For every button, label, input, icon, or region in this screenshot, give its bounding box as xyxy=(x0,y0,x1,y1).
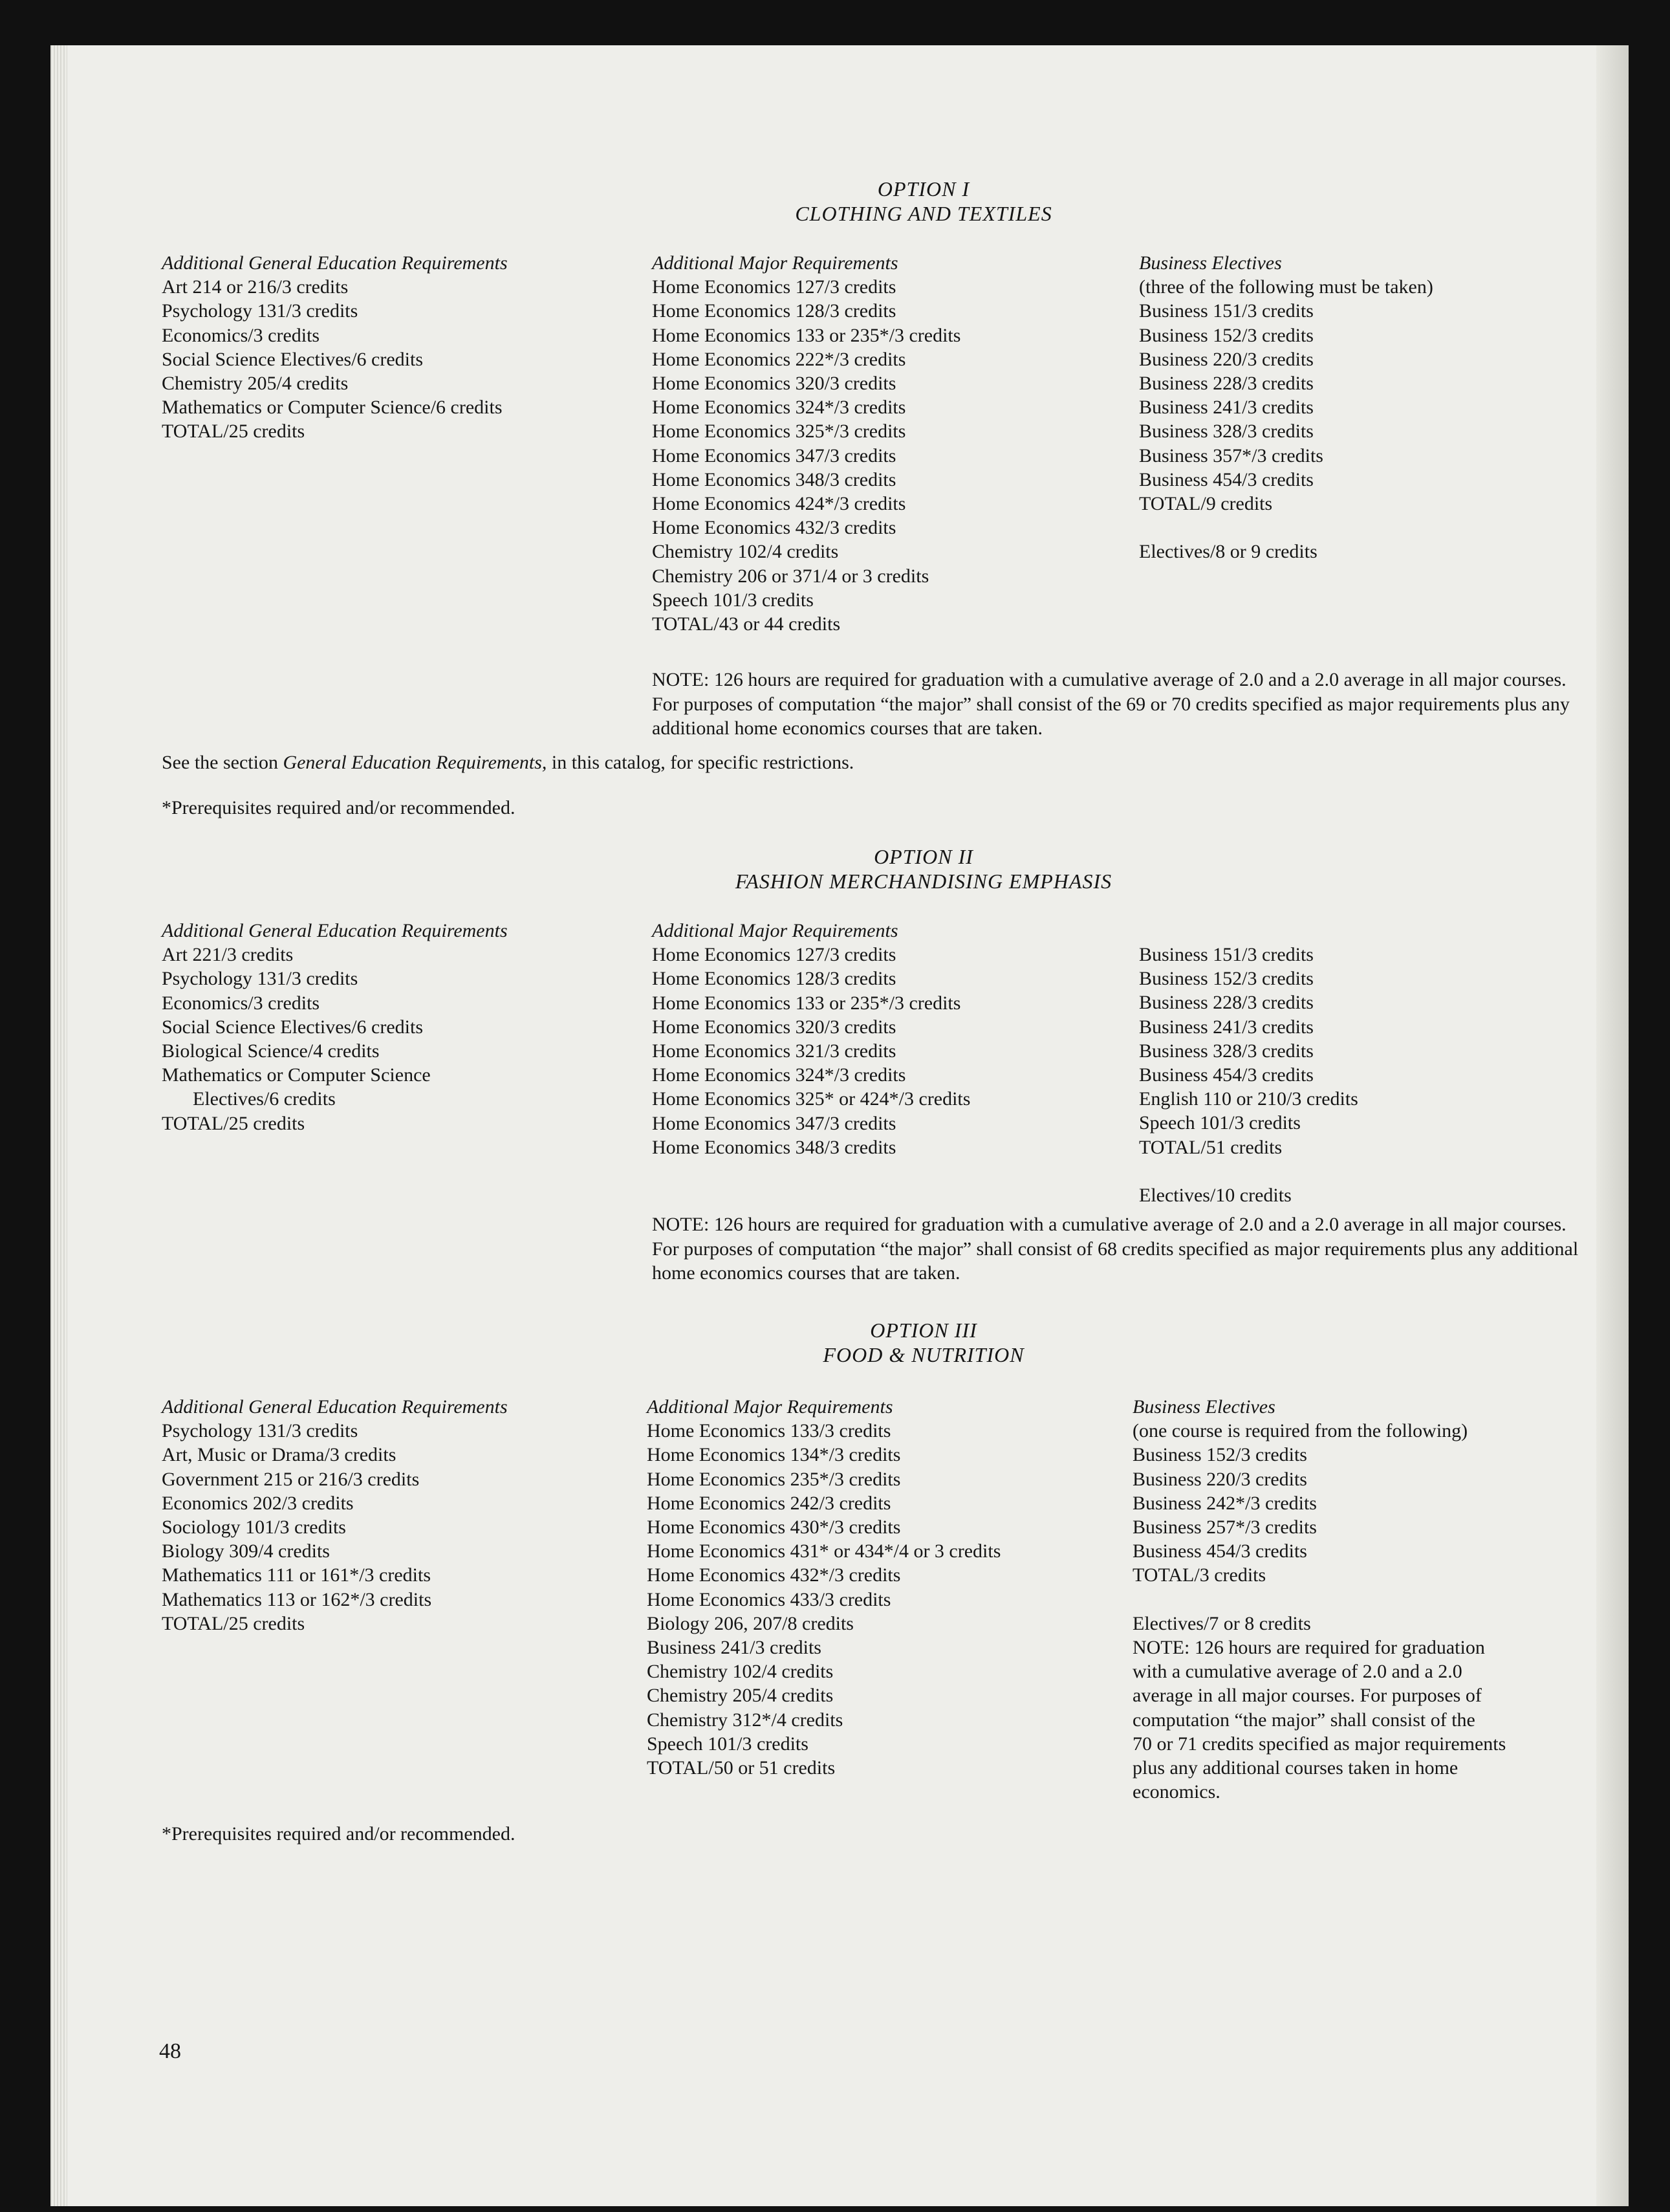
major-item: Home Economics 424*/3 credits xyxy=(652,493,906,515)
business-item: economics. xyxy=(1133,1781,1220,1803)
gen-ed-item: Art 214 or 216/3 credits xyxy=(162,276,349,298)
major-item: Home Economics 133 or 235*/3 credits xyxy=(652,324,961,346)
major-item: Home Economics 127/3 credits xyxy=(652,944,896,966)
business-item: Business 152/3 credits xyxy=(1139,968,1314,990)
see-prefix: See the section xyxy=(162,752,283,773)
major-item: Chemistry 205/4 credits xyxy=(647,1685,834,1707)
major-item: Home Economics 324*/3 credits xyxy=(652,397,906,419)
gen-ed-item: Art 221/3 credits xyxy=(162,944,294,966)
see-suffix: in this catalog, for specific restrictions. xyxy=(547,752,854,773)
business-item: Electives/10 credits xyxy=(1139,1185,1292,1207)
major-item: Chemistry 312*/4 credits xyxy=(647,1709,843,1731)
option1-gen-ed xyxy=(162,251,508,444)
business-item: Business 228/3 credits xyxy=(1139,992,1314,1014)
gen-ed-item: Sociology 101/3 credits xyxy=(162,1517,346,1539)
business-item: TOTAL/9 credits xyxy=(1139,493,1273,515)
option1-business xyxy=(1139,251,1433,564)
option2-major xyxy=(652,919,970,1159)
gen-ed-item: Economics 202/3 credits xyxy=(162,1492,354,1514)
gen-ed-item: TOTAL/25 credits xyxy=(162,1612,305,1634)
gen-ed-item: Art, Music or Drama/3 credits xyxy=(162,1444,396,1466)
major-heading: Additional Major Requirements xyxy=(652,252,898,274)
business-item: Business 242*/3 credits xyxy=(1133,1492,1317,1514)
major-item: Home Economics 128/3 credits xyxy=(652,968,896,990)
business-item: 70 or 71 credits specified as major requirements xyxy=(1133,1733,1506,1755)
major-item: Speech 101/3 credits xyxy=(647,1733,808,1755)
option2-subtitle: FASHION MERCHANDISING EMPHASIS xyxy=(735,870,1112,893)
gen-ed-item: Chemistry 205/4 credits xyxy=(162,373,349,395)
spacer xyxy=(1139,1159,1358,1183)
option1-prereq: *Prerequisites required and/or recommended. xyxy=(162,797,515,818)
gen-ed-item: Economics/3 credits xyxy=(162,992,320,1014)
business-item: Business 328/3 credits xyxy=(1139,1040,1314,1062)
major-item: Home Economics 433/3 credits xyxy=(647,1588,891,1610)
major-item: Home Economics 432/3 credits xyxy=(652,517,896,539)
gen-ed-item: TOTAL/25 credits xyxy=(162,1112,305,1134)
major-item: Home Economics 348/3 credits xyxy=(652,468,896,490)
major-item: Home Economics 235*/3 credits xyxy=(647,1468,901,1490)
business-item: TOTAL/51 credits xyxy=(1139,1136,1283,1158)
major-item: Home Economics 348/3 credits xyxy=(652,1136,896,1158)
major-item: Biology 206, 207/8 credits xyxy=(647,1612,854,1634)
business-item: Business 151/3 credits xyxy=(1139,300,1314,322)
major-item: Home Economics 320/3 credits xyxy=(652,373,896,395)
business-item: Business 257*/3 credits xyxy=(1133,1517,1317,1539)
page-number: 48 xyxy=(159,2039,181,2063)
spacer xyxy=(1133,1588,1506,1612)
gen-ed-heading: Additional General Education Requirements xyxy=(162,252,508,274)
gen-ed-item: Economics/3 credits xyxy=(162,324,320,346)
business-item: Speech 101/3 credits xyxy=(1139,1112,1301,1134)
major-item: Home Economics 127/3 credits xyxy=(652,276,896,298)
catalog-page xyxy=(50,45,1629,2206)
option3-title: OPTION III xyxy=(870,1319,977,1342)
major-item: Home Economics 222*/3 credits xyxy=(652,348,906,370)
business-item: Business 241/3 credits xyxy=(1139,397,1314,419)
business-heading: Business Electives xyxy=(1139,252,1282,274)
option1-see-section xyxy=(162,750,1197,775)
major-item: Home Economics 432*/3 credits xyxy=(647,1564,901,1586)
spacer xyxy=(1139,516,1433,540)
option3-subtitle: FOOD & NUTRITION xyxy=(823,1343,1025,1366)
major-item: Home Economics 320/3 credits xyxy=(652,1016,896,1038)
business-item: Business 454/3 credits xyxy=(1133,1540,1307,1562)
business-item: average in all major courses. For purposes of xyxy=(1133,1685,1482,1707)
gen-ed-heading: Additional General Education Requirements xyxy=(162,920,508,941)
business-item: Business 151/3 credits xyxy=(1139,944,1314,965)
option2-title: OPTION II xyxy=(874,845,973,868)
option3-major xyxy=(647,1395,1001,1780)
gen-ed-item: Mathematics or Computer Science/6 credits xyxy=(162,397,503,419)
major-heading: Additional Major Requirements xyxy=(652,920,898,941)
business-item: (one course is required from the following) xyxy=(1133,1420,1468,1442)
business-item: Business 152/3 credits xyxy=(1139,324,1314,346)
business-item: Business 357*/3 credits xyxy=(1139,444,1323,466)
business-item: plus any additional courses taken in home xyxy=(1133,1757,1459,1779)
gen-ed-item: Social Science Electives/6 credits xyxy=(162,348,424,370)
business-item: English 110 or 210/3 credits xyxy=(1139,1088,1358,1110)
option2-note: NOTE: 126 hours are required for graduation with a cumulative average of 2.0 and a 2.0 average in all major courses. For purposes of computation “the major” shall consist of 68 credits specified as major requirements plus any additional home economics courses that are taken. xyxy=(652,1214,1579,1284)
gen-ed-item: TOTAL/25 credits xyxy=(162,421,305,443)
major-item: Home Economics 242/3 credits xyxy=(647,1492,891,1514)
gen-ed-item: Electives/6 credits xyxy=(193,1088,336,1110)
major-item: Home Economics 134*/3 credits xyxy=(647,1444,901,1466)
business-item: Electives/7 or 8 credits xyxy=(1133,1612,1311,1634)
major-item: Home Economics 133 or 235*/3 credits xyxy=(652,992,961,1014)
gen-ed-heading: Additional General Education Requirements xyxy=(162,1396,508,1418)
major-item: Home Economics 324*/3 credits xyxy=(652,1064,906,1086)
see-italic: General Education Requirements, xyxy=(283,752,547,773)
business-item: with a cumulative average of 2.0 and a 2.0 xyxy=(1133,1661,1462,1683)
gen-ed-item: Psychology 131/3 credits xyxy=(162,1420,358,1442)
option2-business xyxy=(1139,943,1358,1207)
major-item: TOTAL/43 or 44 credits xyxy=(652,613,841,635)
business-item: Business 454/3 credits xyxy=(1139,468,1314,490)
major-item: Chemistry 102/4 credits xyxy=(652,541,839,563)
major-item: Home Economics 430*/3 credits xyxy=(647,1517,901,1539)
business-item: Business 454/3 credits xyxy=(1139,1064,1314,1086)
business-item: Business 241/3 credits xyxy=(1139,1016,1314,1038)
major-item: Home Economics 128/3 credits xyxy=(652,300,896,322)
major-item: Chemistry 206 or 371/4 or 3 credits xyxy=(652,565,929,587)
major-item: Home Economics 347/3 credits xyxy=(652,444,896,466)
major-item: TOTAL/50 or 51 credits xyxy=(647,1757,836,1779)
option3-prereq: *Prerequisites required and/or recommended. xyxy=(162,1823,515,1845)
major-item: Home Economics 325* or 424*/3 credits xyxy=(652,1088,971,1110)
business-item: (three of the following must be taken) xyxy=(1139,276,1433,298)
business-item: Business 220/3 credits xyxy=(1139,348,1314,370)
major-item: Business 241/3 credits xyxy=(647,1637,821,1659)
major-item: Home Economics 133/3 credits xyxy=(647,1420,891,1442)
major-item: Home Economics 431* or 434*/4 or 3 credits xyxy=(647,1540,1001,1562)
gen-ed-item: Mathematics 113 or 162*/3 credits xyxy=(162,1588,432,1610)
gen-ed-item: Psychology 131/3 credits xyxy=(162,968,358,990)
business-heading: Business Electives xyxy=(1133,1396,1275,1418)
business-item: Business 152/3 credits xyxy=(1133,1444,1307,1466)
business-item: Business 328/3 credits xyxy=(1139,421,1314,443)
option2-gen-ed xyxy=(162,919,508,1135)
business-item: computation “the major” shall consist of the xyxy=(1133,1709,1475,1731)
option1-major xyxy=(652,251,960,636)
gen-ed-item: Biological Science/4 credits xyxy=(162,1040,380,1062)
option1-subtitle: CLOTHING AND TEXTILES xyxy=(795,202,1052,225)
business-item: NOTE: 126 hours are required for graduation xyxy=(1133,1637,1485,1659)
option3-business xyxy=(1133,1395,1506,1804)
option1-title: OPTION I xyxy=(877,177,970,201)
major-heading: Additional Major Requirements xyxy=(647,1396,893,1418)
gen-ed-item: Government 215 or 216/3 credits xyxy=(162,1468,420,1490)
business-item: Electives/8 or 9 credits xyxy=(1139,541,1318,563)
major-item: Chemistry 102/4 credits xyxy=(647,1661,834,1683)
gen-ed-item: Mathematics or Computer Science xyxy=(162,1064,431,1086)
option1-note: NOTE: 126 hours are required for graduation with a cumulative average of 2.0 and a 2.0 average in all major courses. For purposes of computation “the major” shall consist of the 69 or 70 credits specified as major requirements plus any additional home economics courses that are taken. xyxy=(652,669,1570,739)
business-item: Business 220/3 credits xyxy=(1133,1468,1307,1490)
gen-ed-item: Social Science Electives/6 credits xyxy=(162,1016,424,1038)
major-item: Home Economics 325*/3 credits xyxy=(652,421,906,443)
business-item: TOTAL/3 credits xyxy=(1133,1564,1266,1586)
gen-ed-item: Biology 309/4 credits xyxy=(162,1540,330,1562)
business-item: Business 228/3 credits xyxy=(1139,373,1314,395)
gen-ed-item: Mathematics 111 or 161*/3 credits xyxy=(162,1564,431,1586)
major-item: Speech 101/3 credits xyxy=(652,589,814,611)
option3-gen-ed xyxy=(162,1395,508,1636)
gen-ed-item: Psychology 131/3 credits xyxy=(162,300,358,322)
major-item: Home Economics 321/3 credits xyxy=(652,1040,896,1062)
major-item: Home Economics 347/3 credits xyxy=(652,1112,896,1134)
